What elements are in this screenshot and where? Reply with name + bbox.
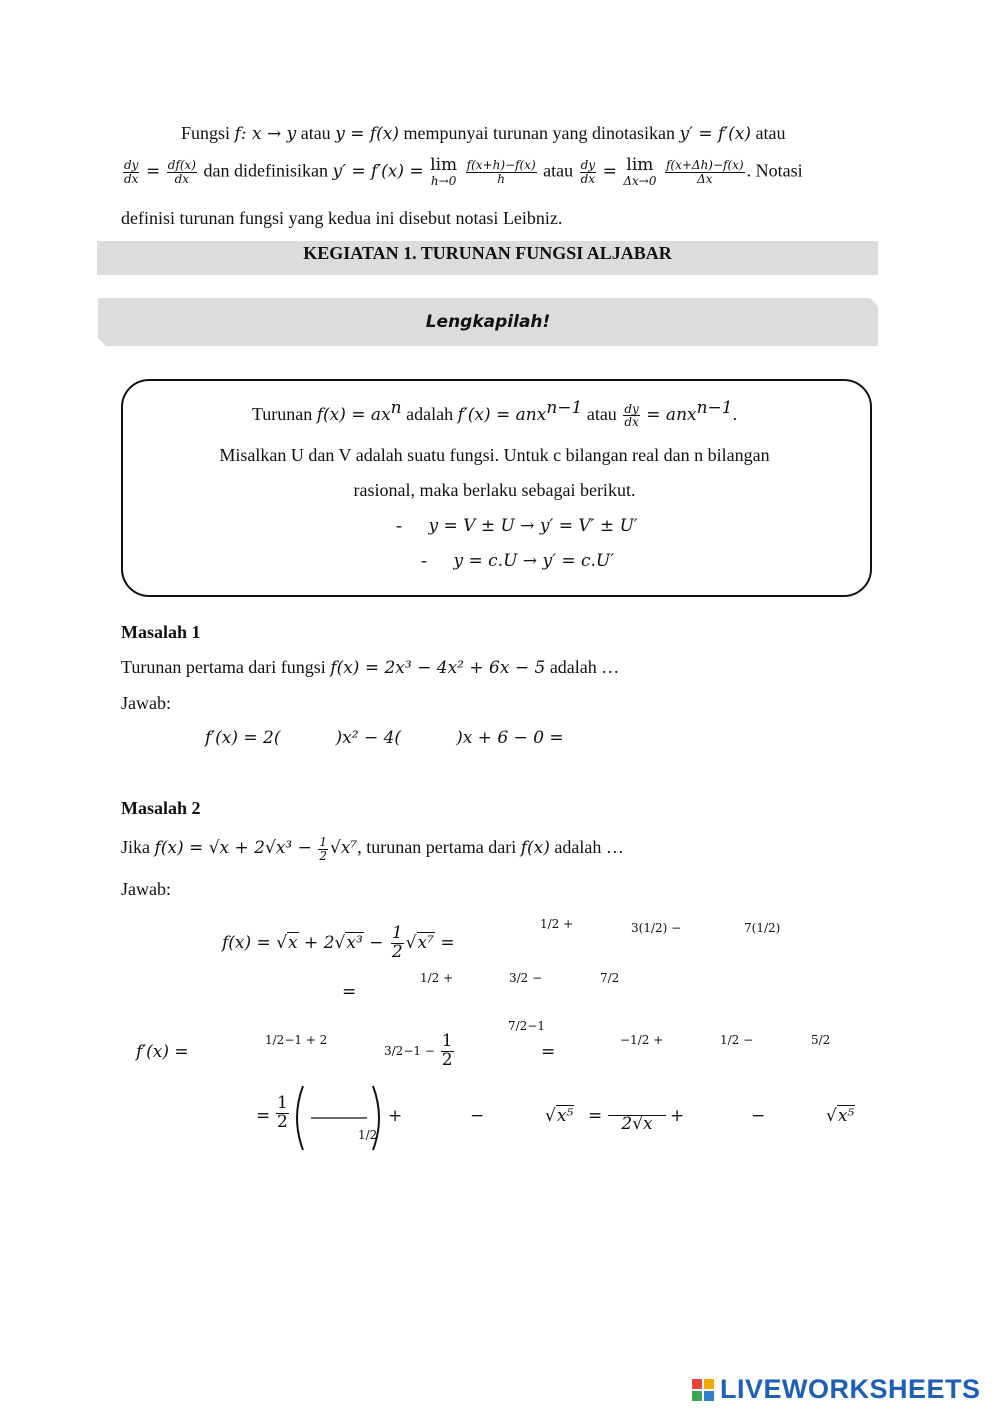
math-expr: f(x) = √x + 2√x³ − (154, 838, 312, 859)
step4-sqrt-x5: √x⁵ (545, 1106, 574, 1126)
dy-dx-fraction-2: $\frac{dy}{dx}$ (580, 158, 596, 186)
step1-exp-3: 7(1/2) (744, 921, 781, 935)
liveworksheets-logo (690, 1374, 981, 1405)
rules-line-3: rasional, maka berlaku sebagai berikut. (353, 480, 636, 500)
math-expr: = (602, 161, 617, 182)
step4-eq: = (256, 1106, 271, 1126)
dy-dx-fraction-box: $\frac{dy}{dx}$ (624, 401, 639, 430)
step4-plus2: + (670, 1106, 685, 1126)
step4-half: $\frac{1}{2}$ (277, 1093, 288, 1132)
step3-exp-6: 5/2 (811, 1033, 831, 1047)
intro-line-2 (121, 157, 803, 187)
step2-eq: = (342, 982, 357, 1002)
one-half-fraction-2: $\frac{1}{2}$ (441, 1031, 453, 1070)
masalah1-jawab: Jawab: (121, 693, 171, 713)
math-expr: f′(x) = anx (457, 405, 547, 425)
math-expr: = anx (646, 405, 697, 425)
step4-minus: − (470, 1106, 485, 1126)
step3-exp-2: 3/2−1 − $\frac{1}{2}$ (384, 1031, 453, 1070)
rules-line-1: Turunan $f(x) = ax^n$ adalah f′(x) = anx$^{n-1}$ atau $\frac{dy}{dx}$ = anx$^{n-1}$. (251, 398, 738, 430)
one-half-fraction: $\frac{1}{2}$ (391, 923, 403, 962)
limit-dx: lim Δx→0 (623, 155, 657, 188)
step2-exp-1: 1/2 + (420, 971, 454, 985)
masalah1-title: Masalah 1 (121, 622, 201, 642)
intro-text: atau (755, 123, 786, 143)
step2-exp-3: 7/2 (600, 971, 620, 985)
logo-text: LIVEWORKSHEETS (720, 1374, 981, 1404)
math-expr: f(x) = 2x³ − 4x² + 6x − 5 (330, 658, 546, 678)
dy-dx-fraction: $\frac{dy}{dx}$ (124, 158, 139, 186)
masalah1-answer: f′(x) = 2( )x² − 4( )x + 6 − 0 = (205, 728, 564, 748)
intro-text: mempunyai turunan yang dinotasikan (403, 123, 675, 143)
rules-line-2: Misalkan U dan V adalah suatu fungsi. Untuk c bilangan real dan n bilangan (219, 445, 770, 465)
masalah2-title: Masalah 2 (121, 798, 201, 818)
intro-line-3: definisi turunan fungsi yang kedua ini disebut notasi Leibniz. (121, 208, 563, 228)
math-expr: f(x) (520, 838, 550, 859)
step3-exp-3: 7/2−1 (508, 1019, 546, 1033)
math-expr: y = c.U → y′ = c.U′ (453, 551, 615, 571)
intro-line-1 (181, 123, 785, 144)
intro-text: dan didefinisikan (203, 160, 328, 181)
math-expr: f: x → y (234, 124, 297, 144)
step3-eq: = (541, 1042, 556, 1062)
step4-sqrt-x5-2: √x⁵ (826, 1106, 855, 1126)
section-title: KEGIATAN 1. TURUNAN FUNGSI ALJABAR (303, 243, 672, 263)
rule-bullet-1: - y = V ± U → y′ = V′ ± U′ (396, 515, 638, 536)
intro-text: atau (543, 160, 574, 181)
instruction-text: Lengkapilah! (425, 312, 551, 332)
limit-fraction-2: $\frac{f(x+\Delta h)-f(x)}{\Delta x}$ (665, 158, 744, 186)
step3-lhs: f′(x) = (136, 1042, 189, 1062)
step3-exp-5: 1/2 − (720, 1033, 754, 1047)
step2-exp-2: 3/2 − (509, 971, 543, 985)
step4-fraction: 2√x (606, 1097, 668, 1134)
math-expr: f(x) = ax (316, 405, 391, 425)
math-expr: = (145, 161, 161, 182)
step4-plus: + (388, 1106, 403, 1126)
dfx-dx-fraction: $\frac{df(x)}{dx}$ (167, 158, 196, 186)
limit-h: lim h→0 (430, 155, 458, 188)
intro-text: . Notasi (746, 160, 803, 181)
step4-eq2: = (588, 1106, 603, 1126)
intro-text: Fungsi (181, 123, 231, 143)
logo-icon (690, 1377, 716, 1403)
math-expr: y′ = f′(x) (679, 124, 751, 144)
step3-exp-1: 1/2−1 + 2 (265, 1033, 328, 1047)
math-expr: y = f(x) (335, 124, 399, 144)
rule-bullet-2: - y = c.U → y′ = c.U′ (421, 550, 615, 571)
step1-exp-2: 3(1/2) − (631, 921, 682, 935)
step3-exp-4: −1/2 + (620, 1033, 664, 1047)
masalah2-question: Jika f(x) = √x + 2√x³ − $\frac{1}{2}$ √x⁷, turunan pertama dari f(x) adalah … (121, 835, 624, 863)
half-fraction: $\frac{1}{2}$ (319, 835, 328, 863)
step1-lhs: f(x) = √x + 2√x³ − $\frac{1}{2}$ √x⁷ = (222, 923, 455, 962)
math-expr: y′ = f′(x) = (332, 161, 424, 182)
step4-inner-exp: 1/2 (358, 1128, 378, 1142)
step1-exp-1: 1/2 + (540, 917, 574, 931)
limit-fraction-1: $\frac{f(x+h)-f(x)}{h}$ (466, 158, 536, 186)
step4-minus2: − (751, 1106, 766, 1126)
math-expr: y = V ± U → y′ = V′ ± U′ (428, 516, 638, 536)
masalah2-jawab: Jawab: (121, 879, 171, 899)
masalah1-question: Turunan pertama dari fungsi f(x) = 2x³ − 4x² + 6x − 5 adalah … (121, 657, 620, 678)
intro-text: atau (300, 123, 331, 143)
math-expr: √x⁷ (330, 838, 358, 859)
